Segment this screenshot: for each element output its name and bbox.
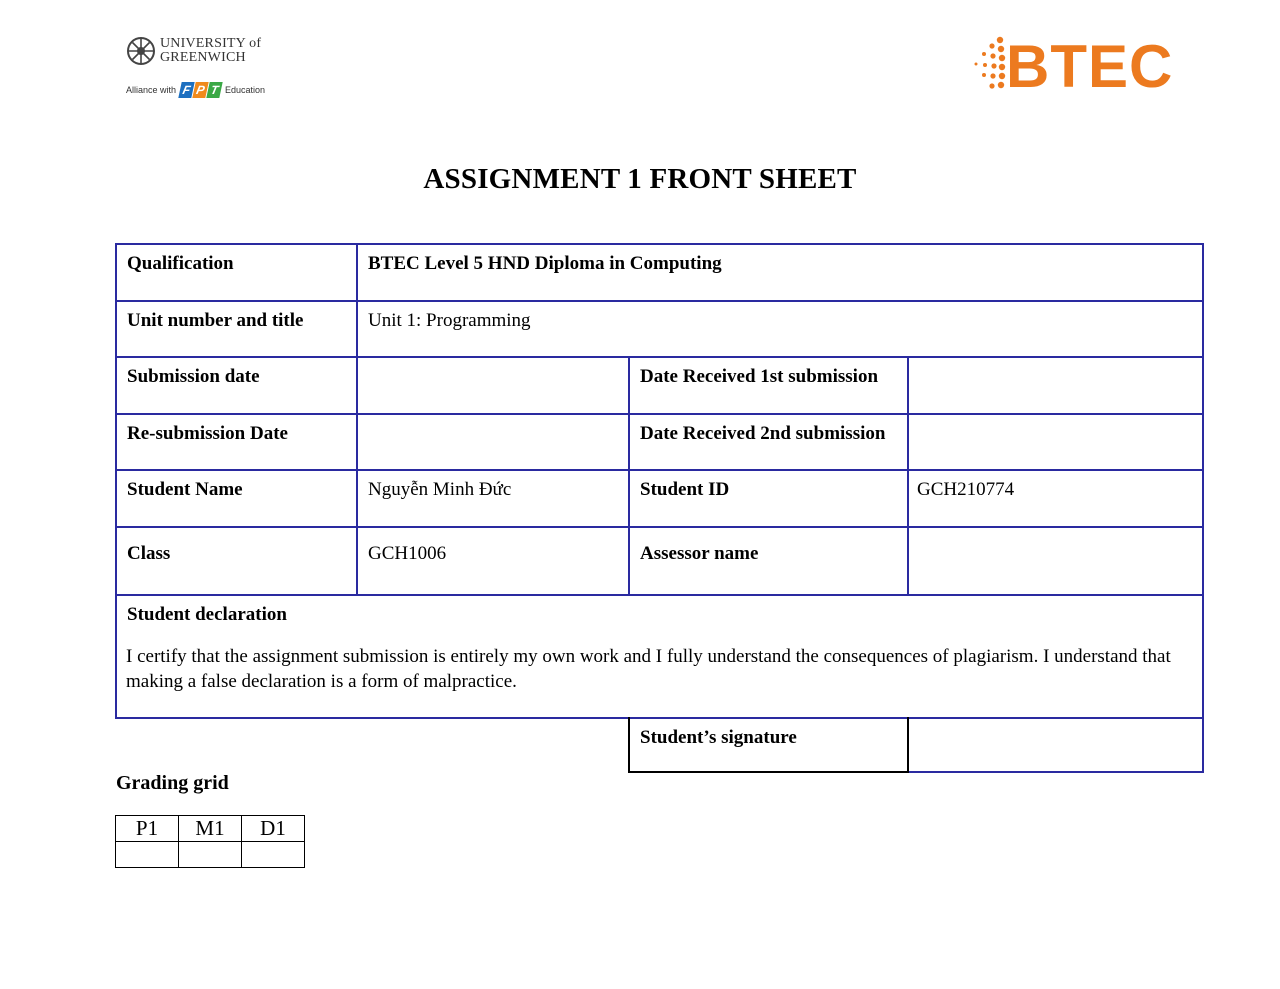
- signature-border-line: [628, 771, 909, 773]
- submission-date-label: Submission date: [127, 366, 260, 387]
- fpt-alliance: [126, 82, 265, 98]
- university-logo: [126, 34, 266, 104]
- date-received-1-label: Date Received 1st submission: [640, 366, 879, 387]
- class-value: GCH1006: [368, 543, 447, 564]
- date-received-2-label: Date Received 2nd submission: [640, 423, 886, 444]
- student-id-label: Student ID: [640, 479, 730, 500]
- resubmission-date-label: Re-submission Date: [127, 423, 288, 444]
- signature-field[interactable]: [909, 719, 1202, 771]
- date-received-2-field[interactable]: [909, 415, 1202, 469]
- grading-grid: [115, 815, 305, 868]
- fpt-letter-p: P: [192, 82, 208, 98]
- fpt-letter-f: F: [178, 82, 194, 98]
- btec-logo: [970, 33, 1174, 100]
- grade-cell-d1[interactable]: [242, 842, 305, 868]
- submission-date-field[interactable]: [358, 358, 628, 413]
- grade-header-d1: D1: [242, 816, 305, 842]
- btec-dots-icon: [970, 36, 1010, 96]
- signature-label: Student’s signature: [640, 727, 797, 748]
- class-label: Class: [127, 543, 171, 564]
- student-declaration-text: I certify that the assignment submission is entirely my own work and I fully understand the consequences of plagiarism. I understand that making a false declaration is a form of malpractice.: [126, 646, 1171, 692]
- signature-border-line: [909, 771, 1204, 773]
- grade-header-p1: P1: [116, 816, 179, 842]
- qualification-label: Qualification: [127, 253, 234, 274]
- alliance-prefix: Alliance with: [126, 85, 177, 95]
- student-declaration-label: Student declaration: [127, 604, 287, 625]
- assessor-name-label: Assessor name: [640, 543, 759, 564]
- university-name-line1: UNIVERSITY of: [160, 36, 262, 51]
- grade-header-m1: M1: [179, 816, 242, 842]
- fpt-logo: [180, 82, 221, 98]
- resubmission-date-field[interactable]: [358, 415, 628, 469]
- student-name-value: Nguyễn Minh Đức: [368, 479, 512, 500]
- btec-wordmark: BTEC: [1006, 33, 1174, 100]
- signature-border-line: [1202, 717, 1204, 773]
- unit-label: Unit number and title: [127, 310, 304, 331]
- qualification-value: BTEC Level 5 HND Diploma in Computing: [368, 253, 722, 274]
- grading-value-row: [116, 842, 305, 868]
- unit-value: Unit 1: Programming: [368, 310, 531, 331]
- table-border-line: [1202, 243, 1204, 719]
- student-id-value: GCH210774: [917, 479, 1015, 500]
- grading-header-row: [116, 816, 305, 842]
- date-received-1-field[interactable]: [909, 358, 1202, 413]
- university-name: [160, 37, 261, 65]
- fpt-letter-t: T: [206, 82, 222, 98]
- grade-cell-m1[interactable]: [179, 842, 242, 868]
- university-name-line2: GREENWICH: [160, 50, 246, 65]
- page-title: ASSIGNMENT 1 FRONT SHEET: [423, 163, 857, 195]
- alliance-suffix: Education: [225, 85, 266, 95]
- grade-cell-p1[interactable]: [116, 842, 179, 868]
- student-name-label: Student Name: [127, 479, 243, 500]
- greenwich-crest-icon: [126, 36, 156, 66]
- assessor-name-field[interactable]: [909, 528, 1202, 594]
- grading-grid-title: Grading grid: [116, 772, 229, 794]
